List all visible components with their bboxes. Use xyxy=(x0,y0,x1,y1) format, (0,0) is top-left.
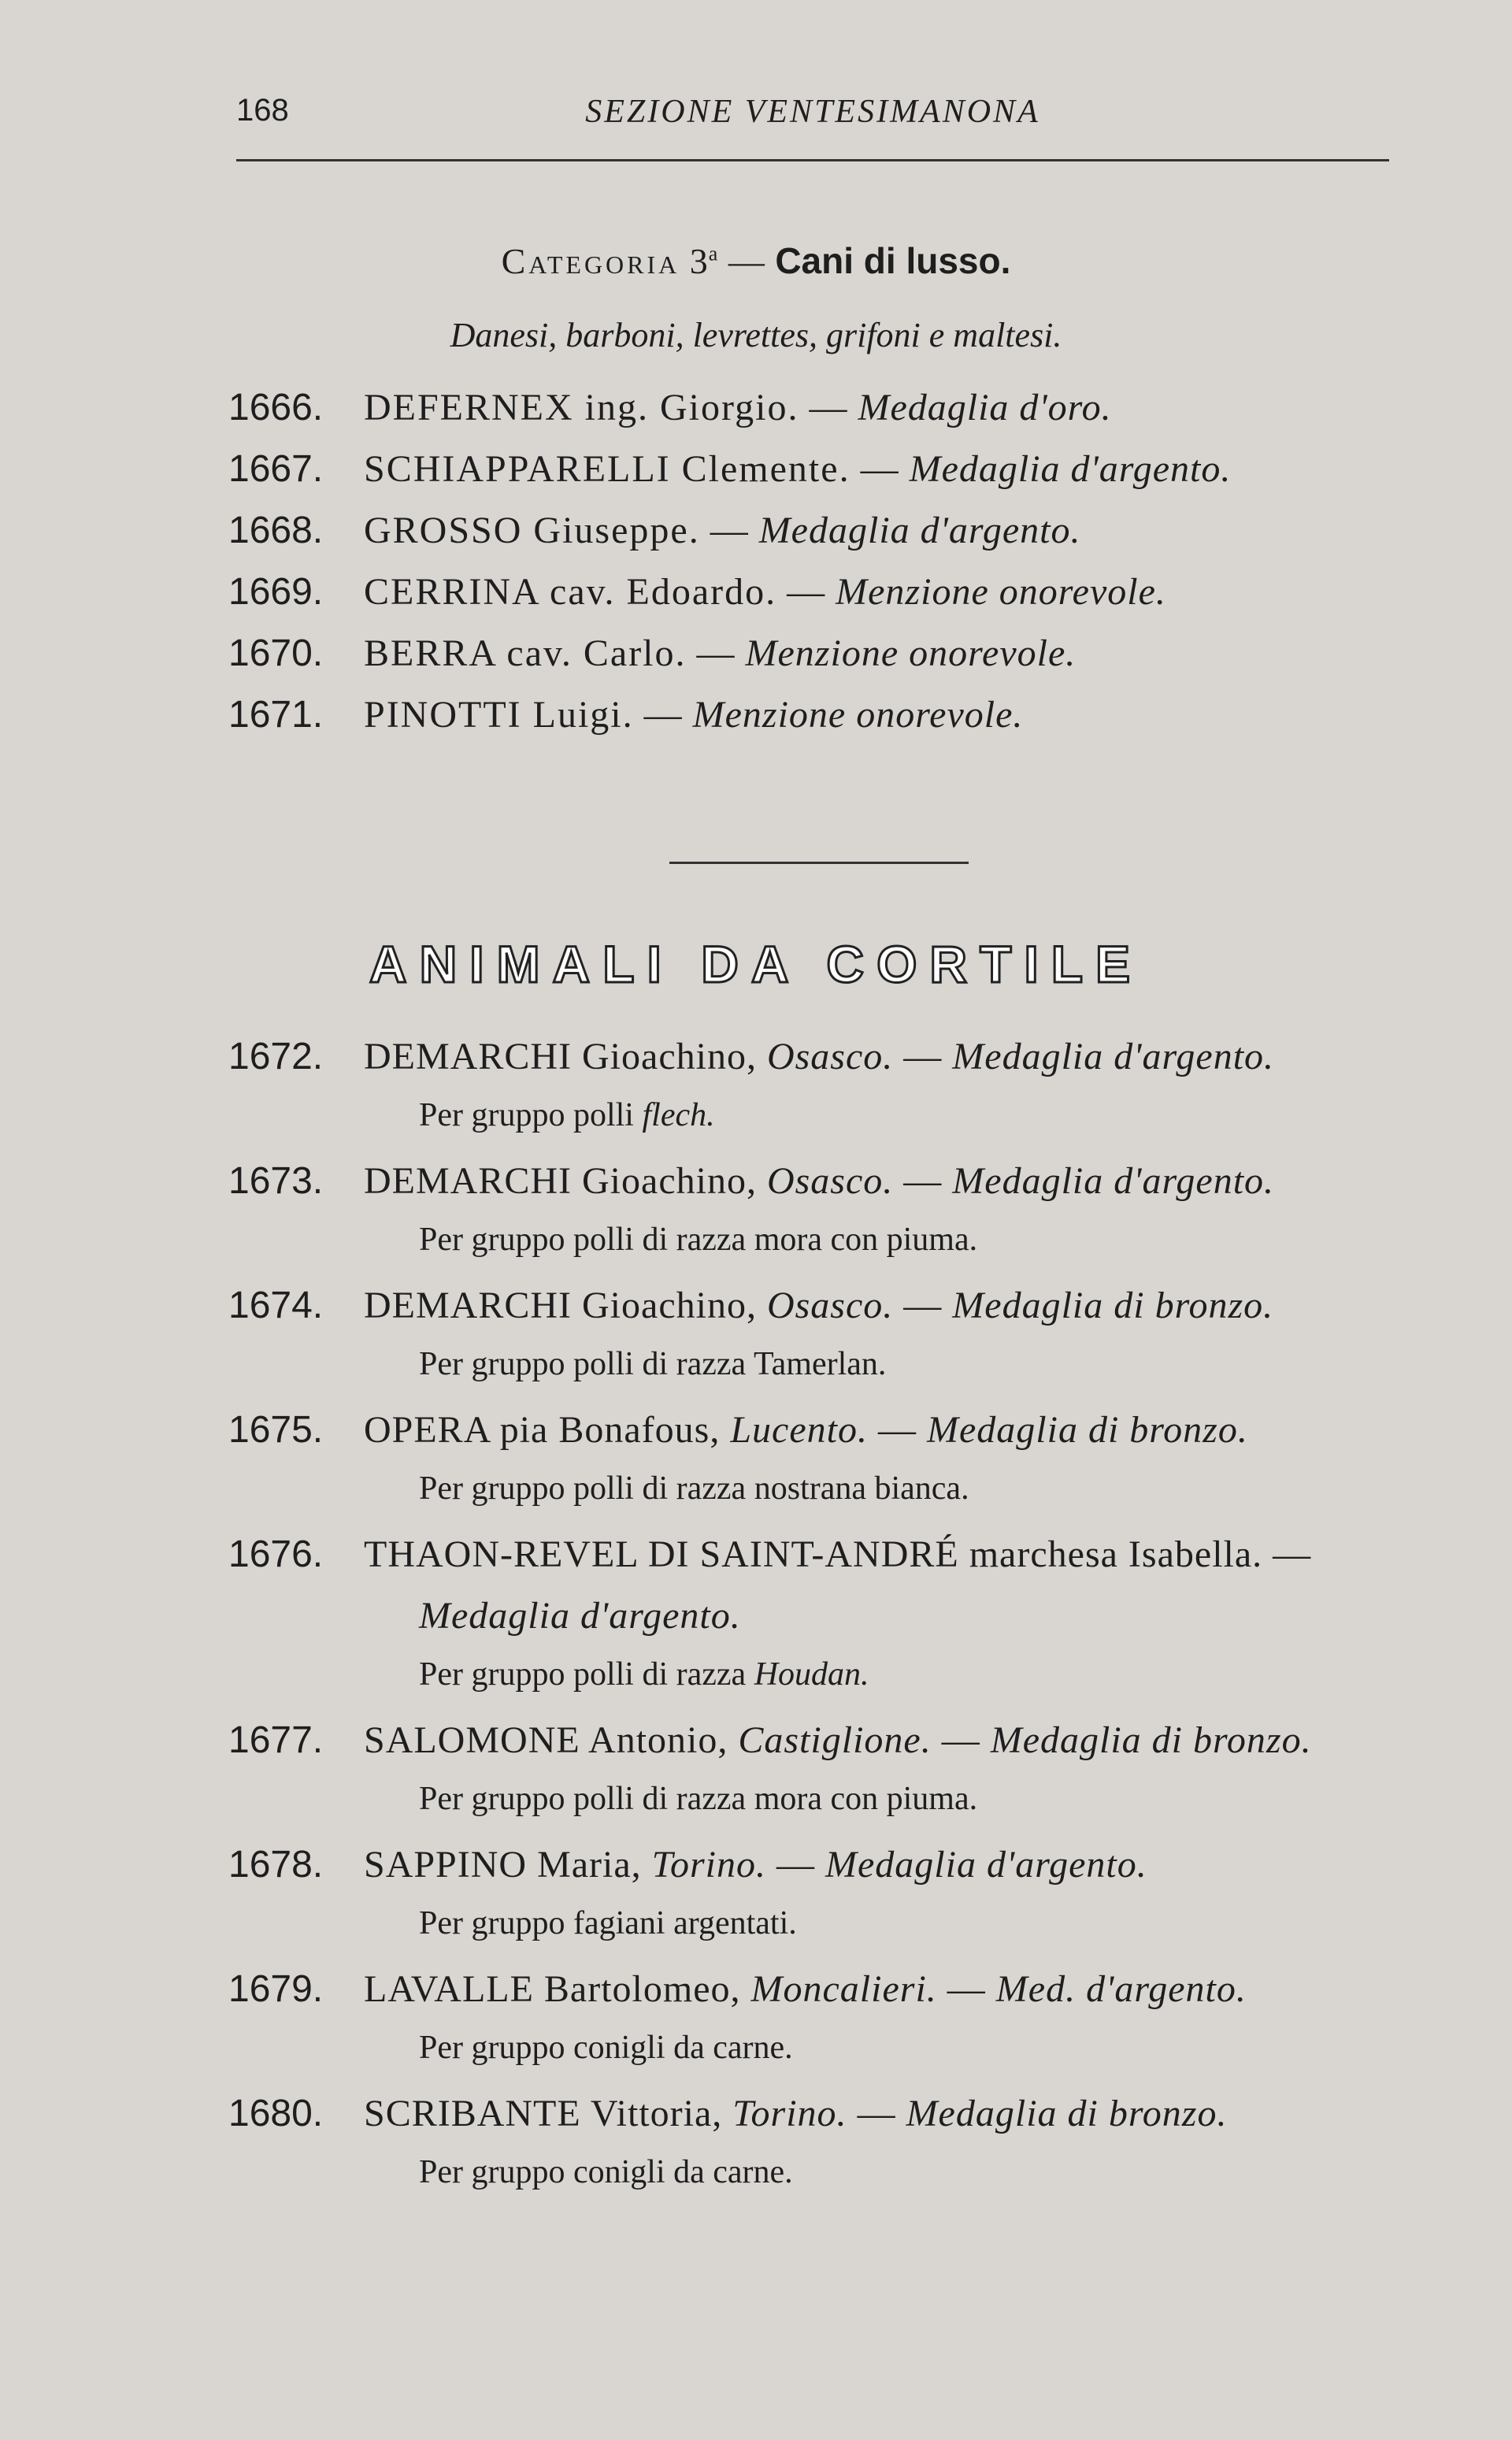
entry-number: 1679. xyxy=(228,1968,324,2010)
entry-text: THAON-REVEL DI SAINT-ANDRÉ marchesa Isabella. — xyxy=(364,1533,1312,1575)
list-item xyxy=(228,1719,1410,1843)
entry-award: Medaglia d'argento. xyxy=(952,1036,1275,1077)
entry-place: Torino. xyxy=(651,1844,766,1886)
entry-line xyxy=(228,2092,1410,2153)
category-sup: a xyxy=(708,242,719,265)
entry-name: SAPPINO Maria, xyxy=(364,1844,642,1886)
category-label: Categoria xyxy=(501,241,680,281)
running-title: SEZIONE VENTESIMANONA xyxy=(585,94,1040,130)
entry-text: DEMARCHI Gioachino, Osasco. — Medaglia d'argento. xyxy=(364,1160,1275,1202)
entry-description-main: Per gruppo polli di razza mora con piuma. xyxy=(419,1781,978,1817)
entry-award: Menzione onorevole. xyxy=(745,632,1077,674)
entry-award: Medaglia di bronzo. xyxy=(926,1409,1248,1451)
entry-text: CERRINA cav. Edoardo. — Menzione onorevole. xyxy=(364,571,1166,613)
entry-place: Lucento. xyxy=(730,1409,868,1451)
entry-description xyxy=(228,1221,1410,1284)
entry-award: Med. d'argento. xyxy=(995,1968,1247,2010)
entry-text: DEMARCHI Gioachino, Osasco. — Medaglia d'argento. xyxy=(364,1036,1275,1077)
list-item xyxy=(228,1159,1410,1284)
entry-award: Medaglia d'argento. xyxy=(909,448,1232,490)
entry-description-text xyxy=(419,1780,977,1818)
entry-text: DEFERNEX ing. Giorgio. — Medaglia d'oro. xyxy=(364,387,1112,428)
entry-line xyxy=(228,1533,1410,1594)
entry-description xyxy=(228,1470,1410,1533)
page-number: 168 xyxy=(236,93,289,128)
entry-description-main: Per gruppo polli di razza Tamerlan. xyxy=(419,1346,887,1382)
entry-number: 1672. xyxy=(228,1036,324,1077)
entry-description xyxy=(228,1904,1410,1967)
entry-name: DEMARCHI Gioachino, xyxy=(364,1285,757,1326)
entry-number: 1673. xyxy=(228,1160,324,1202)
list-item xyxy=(228,693,1410,755)
entry-number: 1667. xyxy=(228,448,324,490)
entry-description-main: Per gruppo polli xyxy=(419,1097,634,1133)
entry-description-main: Per gruppo conigli da carne. xyxy=(419,2154,793,2190)
entry-description-text xyxy=(419,2029,793,2067)
entries-list-courtyard xyxy=(228,1035,1410,2216)
entry-award: Medaglia di bronzo. xyxy=(990,1719,1312,1761)
entry-description-text xyxy=(419,2153,793,2191)
entry-place: Moncalieri. xyxy=(750,1968,937,2010)
entry-number: 1677. xyxy=(228,1719,324,1761)
category-subtitle: Danesi, barboni, levrettes, grifoni e maltesi. xyxy=(450,316,1062,354)
list-item xyxy=(228,1533,1410,1719)
entry-name: DEMARCHI Gioachino, xyxy=(364,1036,757,1077)
entry-name: SALOMONE Antonio, xyxy=(364,1719,728,1761)
entry-award: Medaglia d'argento. xyxy=(825,1844,1147,1886)
list-item xyxy=(228,1843,1410,1967)
entry-award: Medaglia d'argento. xyxy=(419,1595,741,1637)
entry-line xyxy=(228,1408,1410,1470)
entry-place: Torino. xyxy=(732,2093,847,2134)
list-item xyxy=(228,2092,1410,2216)
entry-number: 1666. xyxy=(228,387,324,428)
entry-place: Osasco. xyxy=(766,1160,894,1202)
entry-text: SAPPINO Maria, Torino. — Medaglia d'argento. xyxy=(364,1844,1147,1886)
entry-text: DEMARCHI Gioachino, Osasco. — Medaglia di bronzo. xyxy=(364,1285,1274,1326)
entry-name: OPERA pia Bonafous, xyxy=(364,1409,721,1451)
entry-description xyxy=(228,1780,1410,1843)
list-item xyxy=(228,447,1410,509)
entry-number: 1675. xyxy=(228,1409,324,1451)
entry-number: 1670. xyxy=(228,632,324,674)
entry-name: SCHIAPPARELLI Clemente. xyxy=(364,448,850,490)
entry-description-text xyxy=(419,1221,977,1259)
page-header xyxy=(236,93,1389,140)
entry-name: LAVALLE Bartolomeo, xyxy=(364,1968,741,2010)
entry-line xyxy=(228,1967,1410,2029)
entry-name: CERRINA cav. Edoardo. xyxy=(364,571,777,613)
entry-description-main: Per gruppo fagiani argentati. xyxy=(419,1905,797,1941)
entry-description-main: Per gruppo polli di razza xyxy=(419,1656,747,1693)
entry-place: Castiglione. xyxy=(738,1719,932,1761)
entry-award: Menzione onorevole. xyxy=(692,694,1024,736)
entry-name: DEFERNEX ing. Giorgio. xyxy=(364,387,799,428)
entry-number: 1671. xyxy=(228,694,324,736)
entry-description xyxy=(228,2153,1410,2216)
entry-description-text xyxy=(419,1904,797,1942)
list-item xyxy=(228,632,1410,693)
list-item xyxy=(228,1967,1410,2092)
entry-description xyxy=(228,1656,1410,1719)
entry-name: GROSSO Giuseppe. xyxy=(364,510,700,551)
entry-description-italic: flech. xyxy=(642,1097,715,1133)
entry-line xyxy=(228,1719,1410,1780)
entry-text: GROSSO Giuseppe. — Medaglia d'argento. xyxy=(364,510,1081,551)
list-item xyxy=(228,1284,1410,1408)
entry-name: THAON-REVEL DI SAINT-ANDRÉ marchesa Isabella. xyxy=(364,1533,1263,1575)
category-dash: — xyxy=(728,241,765,281)
entry-text: OPERA pia Bonafous, Lucento. — Medaglia di bronzo. xyxy=(364,1409,1248,1451)
entry-number: 1676. xyxy=(228,1533,324,1575)
entry-award: Medaglia d'oro. xyxy=(858,387,1112,428)
entry-text: PINOTTI Luigi. — Menzione onorevole. xyxy=(364,694,1024,736)
entry-award: Medaglia d'argento. xyxy=(758,510,1081,551)
entry-number: 1680. xyxy=(228,2093,324,2134)
entry-line xyxy=(228,1284,1410,1345)
entry-name: SCRIBANTE Vittoria, xyxy=(364,2093,723,2134)
entry-name: PINOTTI Luigi. xyxy=(364,694,634,736)
entries-list xyxy=(228,386,1410,755)
entry-description-text xyxy=(419,1345,886,1383)
entry-number: 1669. xyxy=(228,571,324,613)
entry-description-text xyxy=(419,1096,715,1134)
entry-description-main: Per gruppo conigli da carne. xyxy=(419,2030,793,2066)
section-divider xyxy=(669,862,969,864)
entry-award: Medaglia di bronzo. xyxy=(952,1285,1274,1326)
list-item xyxy=(228,386,1410,447)
entry-text: SCHIAPPARELLI Clemente. — Medaglia d'argento. xyxy=(364,448,1232,490)
entry-description-italic: Houdan. xyxy=(754,1656,869,1693)
entry-award: Menzione onorevole. xyxy=(836,571,1166,613)
entry-place: Osasco. xyxy=(766,1285,894,1326)
entry-number: 1668. xyxy=(228,510,324,551)
list-item xyxy=(228,570,1410,632)
entry-line xyxy=(228,1843,1410,1904)
entry-place: Osasco. xyxy=(766,1036,894,1077)
list-item xyxy=(228,509,1410,570)
entry-number: 1674. xyxy=(228,1285,324,1326)
entry-description xyxy=(228,1345,1410,1408)
list-item xyxy=(228,1035,1410,1159)
entry-description-main: Per gruppo polli di razza mora con piuma. xyxy=(419,1222,978,1258)
entry-description xyxy=(228,2029,1410,2092)
entry-text: LAVALLE Bartolomeo, Moncalieri. — Med. d'argento. xyxy=(364,1968,1247,2010)
entry-description-main: Per gruppo polli di razza nostrana bianca. xyxy=(419,1470,969,1507)
category-number: 3 xyxy=(689,241,709,281)
category-heading xyxy=(0,239,1512,282)
entry-name: DEMARCHI Gioachino, xyxy=(364,1160,757,1202)
entry-description-text xyxy=(419,1470,969,1507)
entry-text: SALOMONE Antonio, Castiglione. — Medaglia di bronzo. xyxy=(364,1719,1312,1761)
entry-number: 1678. xyxy=(228,1844,324,1886)
entry-line xyxy=(228,1035,1410,1096)
list-item xyxy=(228,1408,1410,1533)
entry-award: Medaglia d'argento. xyxy=(952,1160,1275,1202)
category-title: Cani di lusso. xyxy=(775,240,1011,281)
entry-text: SCRIBANTE Vittoria, Torino. — Medaglia di bronzo. xyxy=(364,2093,1228,2134)
entry-continuation xyxy=(228,1594,1410,1656)
entry-name: BERRA cav. Carlo. xyxy=(364,632,687,674)
header-rule xyxy=(236,159,1389,161)
entry-award: Medaglia di bronzo. xyxy=(906,2093,1228,2134)
section-title: ANIMALI DA CORTILE xyxy=(369,935,1143,993)
entry-line xyxy=(228,1159,1410,1221)
entry-description-text xyxy=(419,1656,869,1693)
entry-text: BERRA cav. Carlo. — Menzione onorevole. xyxy=(364,632,1077,674)
entry-description xyxy=(228,1096,1410,1159)
